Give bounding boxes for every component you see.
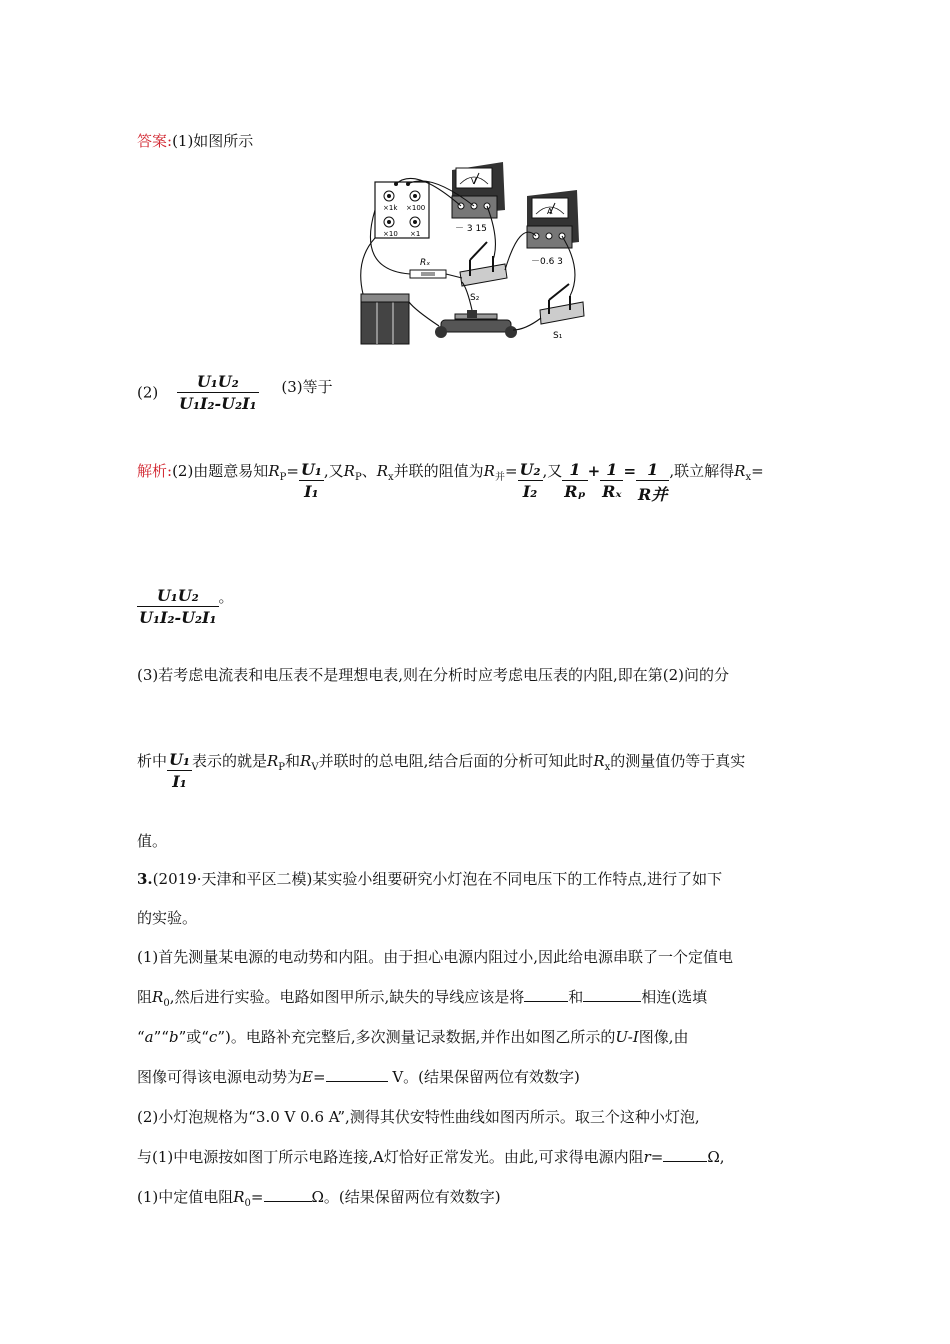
voltmeter-letter: V xyxy=(471,177,477,186)
box-label-10: ×10 xyxy=(383,230,398,238)
fraction-1-rx xyxy=(600,460,623,501)
analysis-text: ,联立解得 xyxy=(669,462,735,480)
answer-part2-prefix: (2) xyxy=(137,383,159,402)
question-line-9 xyxy=(137,1186,501,1209)
question-line-7: (2)小灯泡规格为“3.0 V 0.6 A”,测得其伏安特性曲线如图丙所示。取三个这种小灯泡, xyxy=(137,1108,700,1126)
result-numerator: U₁U₂ xyxy=(156,586,199,605)
analysis-text: 的测量值仍等于真实 xyxy=(610,752,746,770)
option-b: b xyxy=(168,1028,179,1046)
analysis-p3-line1: (3)若考虑电流表和电压表不是理想电表,则在分析时应考虑电压表的内阻,即在第(2)问的分 xyxy=(137,666,730,684)
voltmeter xyxy=(452,162,505,234)
den: Rₚ xyxy=(564,482,586,501)
result-denominator: U₁I₂-U₂I₁ xyxy=(139,608,217,627)
question-text: = xyxy=(250,1188,264,1206)
den: Rₓ xyxy=(602,482,622,501)
question-text: 图像,由 xyxy=(638,1028,689,1046)
answer-blank-emf[interactable] xyxy=(326,1067,388,1082)
box-label-100: ×100 xyxy=(406,204,426,212)
analysis-rp: R xyxy=(267,752,279,770)
sub: 0 xyxy=(163,998,170,1009)
question-text: Ω, xyxy=(707,1148,725,1166)
analysis-text: 析中 xyxy=(137,752,168,770)
num: U₁ xyxy=(169,750,190,769)
sub: 并 xyxy=(494,472,505,483)
analysis-text: 和 xyxy=(285,752,301,770)
fraction-u2-i2 xyxy=(518,460,543,501)
analysis-line-1 xyxy=(137,460,764,505)
answer-label: 答案: xyxy=(137,132,173,150)
analysis-plus: + xyxy=(587,462,601,480)
analysis-rx: R xyxy=(593,752,605,770)
sub: P xyxy=(354,472,362,483)
answer-fraction xyxy=(177,372,259,413)
question-line-1 xyxy=(137,868,722,889)
fraction-1-rbing xyxy=(636,460,669,505)
analysis-rv: R xyxy=(300,752,312,770)
switch-s1 xyxy=(540,284,584,341)
sub: 0 xyxy=(244,1198,251,1209)
question-text: 相连(选填 xyxy=(641,988,708,1006)
box-label-1k: ×1k xyxy=(383,204,398,212)
question-line-5 xyxy=(137,1026,689,1047)
question-line-3: (1)首先测量某电源的电动势和内阻。由于担心电源内阻过小,因此给电源串联了一个定值电 xyxy=(137,948,734,966)
analysis-result xyxy=(137,586,234,627)
num: U₁ xyxy=(300,460,322,479)
analysis-rbing: R xyxy=(483,462,495,480)
question-line-2: 的实验。 xyxy=(137,909,198,927)
switch-s2 xyxy=(460,242,507,303)
sub: P xyxy=(278,762,286,773)
ammeter-scale: －0.6 3 xyxy=(531,257,563,267)
question-text: ”或“ xyxy=(178,1028,209,1046)
ammeter-letter: A xyxy=(547,207,553,216)
analysis-rx: R xyxy=(376,462,389,480)
num: 1 xyxy=(569,460,581,479)
analysis-rp: R xyxy=(268,462,280,480)
s2-label: S₂ xyxy=(470,293,480,303)
den: I₂ xyxy=(522,482,538,501)
answer-fraction-denominator: U₁I₂-U₂I₁ xyxy=(179,394,257,413)
question-text: 和 xyxy=(568,988,584,1006)
analysis-text: 并联的阻值为 xyxy=(393,462,484,480)
analysis-eq: = xyxy=(286,462,299,480)
num: 1 xyxy=(647,460,659,479)
analysis-text: (2)由题意易知 xyxy=(172,462,269,480)
fraction-p3 xyxy=(167,750,192,791)
answer-blank-1[interactable] xyxy=(524,987,568,1002)
sub: x xyxy=(745,472,752,483)
analysis-rp: R xyxy=(343,462,355,480)
analysis-text: 并联时的总电阻,结合后面的分析可知此时 xyxy=(318,752,594,770)
analysis-text: ,又 xyxy=(323,462,344,480)
question-text: (1)中定值电阻 xyxy=(137,1188,234,1206)
analysis-eq: = xyxy=(504,462,518,480)
answer-part3: (3)等于 xyxy=(281,378,333,396)
analysis-rx: R xyxy=(734,462,746,480)
question-e: E xyxy=(302,1068,313,1086)
answer-blank-2[interactable] xyxy=(583,987,641,1002)
sub: x xyxy=(388,472,394,483)
question-ui: U-I xyxy=(615,1028,639,1046)
question-text: 图像可得该电源电动势为 xyxy=(137,1068,303,1086)
den: R并 xyxy=(638,485,668,504)
num: 1 xyxy=(606,460,618,479)
question-line-6 xyxy=(137,1066,580,1087)
question-line-8 xyxy=(137,1146,725,1167)
battery xyxy=(361,294,409,344)
rx-label: Rₓ xyxy=(420,258,431,268)
question-line-4 xyxy=(137,986,707,1009)
rheostat xyxy=(435,310,517,338)
analysis-text: 表示的就是 xyxy=(191,752,267,770)
answer-blank-r[interactable] xyxy=(663,1147,707,1162)
resistance-box xyxy=(375,182,429,238)
analysis-eq: = xyxy=(623,462,637,480)
question-r0: R xyxy=(233,1188,245,1206)
den: I₁ xyxy=(172,772,187,791)
question-text: ”“ xyxy=(153,1028,169,1046)
answer-fraction-numerator: U₁U₂ xyxy=(196,372,239,391)
analysis-label: 解析: xyxy=(137,462,173,480)
analysis-text: ,又 xyxy=(542,462,563,480)
question-text: ,然后进行实验。电路如图甲所示,缺失的导线应该是将 xyxy=(169,988,525,1006)
fraction-1-rp xyxy=(562,460,587,501)
question-r: r xyxy=(643,1148,651,1166)
answer-part1: (1)如图所示 xyxy=(172,132,254,150)
analysis-p3-line2 xyxy=(137,750,745,791)
question-text: 与(1)中电源按如图丁所示电路连接,A灯恰好正常发光。由此,可求得电源内阻 xyxy=(137,1148,644,1166)
question-text: Ω。(结果保留两位有效数字) xyxy=(311,1188,501,1206)
question-r0: R xyxy=(152,988,164,1006)
question-text: = xyxy=(312,1068,326,1086)
sub: x xyxy=(604,762,611,773)
question-text: = xyxy=(650,1148,664,1166)
question-text: 阻 xyxy=(137,988,153,1006)
option-a: a xyxy=(144,1028,154,1046)
voltmeter-scale: － 3 15 xyxy=(455,224,487,234)
question-text: V。(结果保留两位有效数字) xyxy=(387,1068,580,1086)
question-text: “ xyxy=(137,1028,145,1046)
question-text: (2019·天津和平区二模)某实验小组要研究小灯泡在不同电压下的工作特点,进行了如下 xyxy=(152,870,723,888)
box-label-1: ×1 xyxy=(410,230,421,238)
sub: V xyxy=(311,762,319,773)
analysis-text: 、 xyxy=(361,462,377,480)
den: I₁ xyxy=(304,482,319,501)
question-text: ”)。电路补充完整后,多次测量记录数据,并作出如图乙所示的 xyxy=(217,1028,616,1046)
analysis-text: = xyxy=(751,462,764,480)
answer-line-1 xyxy=(137,130,253,151)
fraction-u1-i1 xyxy=(299,460,324,501)
rx-resistor xyxy=(410,258,446,278)
analysis-p3-line3: 值。 xyxy=(137,832,168,850)
answer-blank-r0[interactable] xyxy=(264,1187,312,1202)
num: U₂ xyxy=(519,460,541,479)
circuit-figure xyxy=(355,160,585,355)
sub: P xyxy=(279,472,287,483)
s1-label: S₁ xyxy=(553,331,563,341)
question-number: 3. xyxy=(137,870,153,888)
option-c: c xyxy=(208,1028,218,1046)
result-end: 。 xyxy=(218,588,234,606)
result-fraction xyxy=(137,586,219,627)
answer-line-2 xyxy=(137,372,333,413)
